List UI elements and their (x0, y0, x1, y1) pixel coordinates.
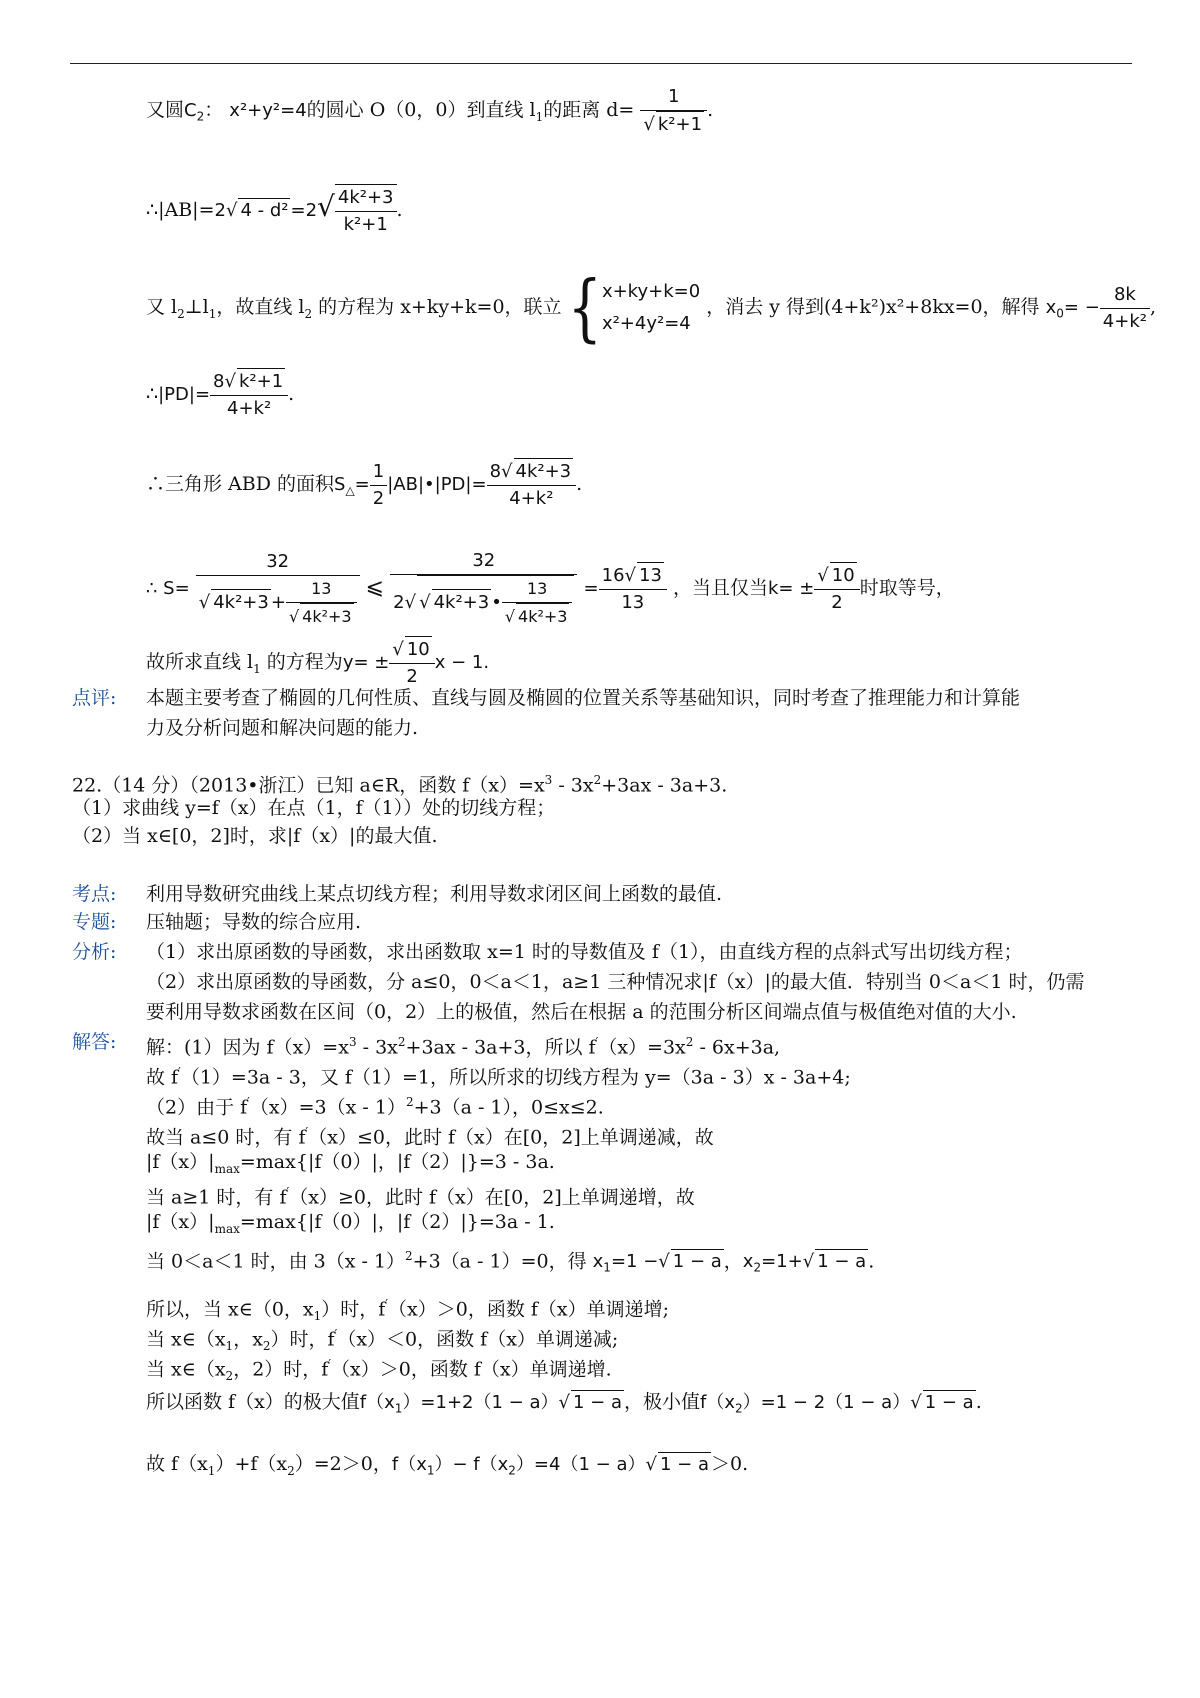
solution-line-12: 所以函数 f（x）的极大值$f(x_1)=1+2(1 - a)√$ 1 − a ，极小值$f(x_2)=1 - 2(1 - a)√$ 1 − a . (146, 1391, 982, 1416)
header-rule (70, 63, 1132, 64)
fenxi-label: 分析: (72, 941, 117, 963)
text: ∴|AB|= (146, 199, 215, 221)
math-area: $S_\triangle=$ $\frac{1}{2}$ |AB|•|PD|= $\frac{\text{8√ 4k²+3}}{\text{4+k²}}$ (334, 474, 576, 495)
line-pd: ∴|PD|= $\frac{\text{8√ k²+1}}{\text{4+k²}}$ . (146, 368, 294, 422)
fenxi-text-2: （2）求出原函数的导函数，分 a≤0，0＜a＜1，a≥1 三种情况求|f（x）|的最大值．特别当 0＜a＜1 时，仍需 (146, 971, 1085, 993)
question-22-part2: （2）当 x∈[0，2]时，求|f（x）|的最大值. (72, 825, 438, 847)
fraction-result: $\frac{16√ 13}{13}$ (599, 562, 667, 616)
fraction-s2: 32 2√ √ 4k²+3 • $\frac{13}{\text{√ 4k²+3}}$ (390, 548, 577, 630)
line-ab: ∴|AB|=2√ 4 - d² =2√ $\frac{\text{4k²+3}}{\text{k²+1}}$ . (146, 184, 403, 238)
question-22-part1: （1）求曲线 y=f（x）在点（1，f（1））处的切线方程； (72, 797, 556, 819)
solution-line-3: （2）由于 f′（x）=3（x - 1）$^2$+3（a - 1），0≤x≤2. (146, 1095, 604, 1119)
circle-equation: x²+y²=4 (229, 100, 307, 121)
line-inequality: ∴ S= 32 √ 4k²+3 + $\frac{13}{\text{√ 4k²+3}}$ ⩽ 32 2√ √ 4k²+3 • $\frac{13}{\text{√ 4k²+3}}$ = $\frac{16√ 13}{13}$ ，当且仅当k= ± $\frac{√ 10}{2}$ 时取等号， (146, 548, 955, 630)
line-answer-l1: 故所求直线 $l_1$ 的方程为y= ± $\frac{√ 10}{2}$ x − 1. (146, 636, 489, 690)
text: ： (204, 99, 224, 121)
text: 的距离 d= (543, 99, 635, 121)
text: 的圆心 O（0，0）到直线 l (306, 99, 536, 121)
line-l2-system: 又 $l_2\perp l_1$，故直线 $l_2$ 的方程为 x+ky+k=0，联立 { x+ky+k=0 x²+4y²=4 ，消去 y 得到(4+k²)x²+8kx=0，解得 $x_0=$ − $\frac{8k}{\text{4+k²}}$ , (146, 264, 1157, 350)
solution-line-1: 解：(1）因为 $f(x)=x^3 - 3x^2+3ax - 3a+3$，所以 $f'(x)=3x^2 - 6x+3a$, (146, 1035, 781, 1059)
solution-line-5: $|f(x)|_{max}=\max\{|f(0)|$，|f（2）|}=3 - 3a. (146, 1151, 555, 1176)
line-area: ∴三角形 ABD 的面积$S_\triangle=$ $\frac{1}{2}$ |AB|•|PD|= $\frac{\text{8√ 4k²+3}}{\text{4+k²}}$ . (146, 458, 582, 512)
zhuanti-label: 专题: (72, 911, 117, 933)
zhuanti-text: 压轴题；导数的综合应用. (146, 911, 362, 933)
review-text-2: 力及分析问题和解决问题的能力. (146, 717, 419, 739)
system-brace: { (567, 264, 602, 350)
line-distance: 又圆$C_2$： x²+y²=4的圆心 O（0，0）到直线 $l_1$的距离 d= $\frac{1}{\text{√ k²+1}}$ . (146, 84, 713, 138)
jieda-label: 解答: (72, 1031, 117, 1053)
review-text-1: 本题主要考查了椭圆的几何性质、直线与圆及椭圆的位置关系等基础知识，同时考查了推理能力和计算能 (146, 687, 1021, 709)
solution-line-11: 当 $x\in(x_2$，2）时，f′（x）＞0，函数 f（x）单调递增. (146, 1357, 612, 1384)
solution-line-13: 故 $f(x_1)+f(x_2)=2>0$，$f(x_1)- f(x_2)=4(1 - a)√$ 1 − a ＞0. (146, 1453, 749, 1478)
math-ab: 2√ 4 - d² =2√ $\frac{\text{4k²+3}}{\text{k²+1}}$ (215, 200, 397, 221)
math-pd: |PD|= $\frac{\text{8√ k²+1}}{\text{4+k²}}$ (158, 384, 288, 405)
kaodian-text: 利用导数研究曲线上某点切线方程；利用导数求闭区间上函数的最值. (146, 883, 723, 905)
solution-line-10: 当 $x\in(x_1$，$x_2$）时，f′（x）＜0，函数 f（x）单调递减; (146, 1327, 619, 1354)
math-c2: $C_2$ (184, 100, 205, 124)
fenxi-text-3: 要利用导数求函数在区间（0，2）上的极值，然后在根据 a 的范围分析区间端点值与极值绝对值的大小. (146, 1001, 1017, 1023)
solution-line-6: 当 a≥1 时，有 f′（x）≥0，此时 f（x）在[0，2]上单调递增，故 (146, 1185, 695, 1209)
question-22-header: 22.（14 分）（2013•浙江）已知 a∈R，函数 $f(x)=x^3 - 3x^2+3ax - 3a+3$. (72, 773, 728, 797)
solution-line-9: 所以，当 x∈（0，$x_1$）时，f′（x）＞0，函数 f（x）单调递增; (146, 1297, 670, 1324)
fraction-s1: 32 √ 4k²+3 + $\frac{13}{\text{√ 4k²+3}}$ (196, 549, 360, 630)
solution-line-4: 故当 a≤0 时，有 f′（x）≤0，此时 f（x）在[0，2]上单调递减，故 (146, 1125, 714, 1149)
text: 又圆 (146, 99, 185, 121)
math-x0: $x_0=$ − $\frac{8k}{\text{4+k²}}$ (1046, 297, 1150, 318)
fenxi-text-1: （1）求出原函数的导函数，求出函数取 x=1 时的导数值及 f（1），由直线方程的点斜式写出切线方程； (146, 941, 1023, 963)
equation-system: x+ky+k=0 x²+4y²=4 (601, 281, 701, 334)
solution-line-7: $|f(x)|_{max}=\max\{|f(0)|$，|f（2）|}=3a - 1. (146, 1211, 555, 1236)
review-label: 点评: (72, 687, 117, 709)
kaodian-label: 考点: (72, 883, 117, 905)
fraction-d: $\frac{1}{\text{√ k²+1}}$ (640, 84, 707, 138)
solution-line-8: 当 0＜a＜1 时，由 3（x - 1）$^2$+3（a - 1）=0，得 $x_1=1$ −√ 1 − a ，$x_2=1+√$ 1 − a . (146, 1249, 875, 1275)
solution-line-2: 故 f′（1）=3a - 3，又 f（1）=1，所以所求的切线方程为 y=（3a - 3）x - 3a+4; (146, 1065, 851, 1089)
